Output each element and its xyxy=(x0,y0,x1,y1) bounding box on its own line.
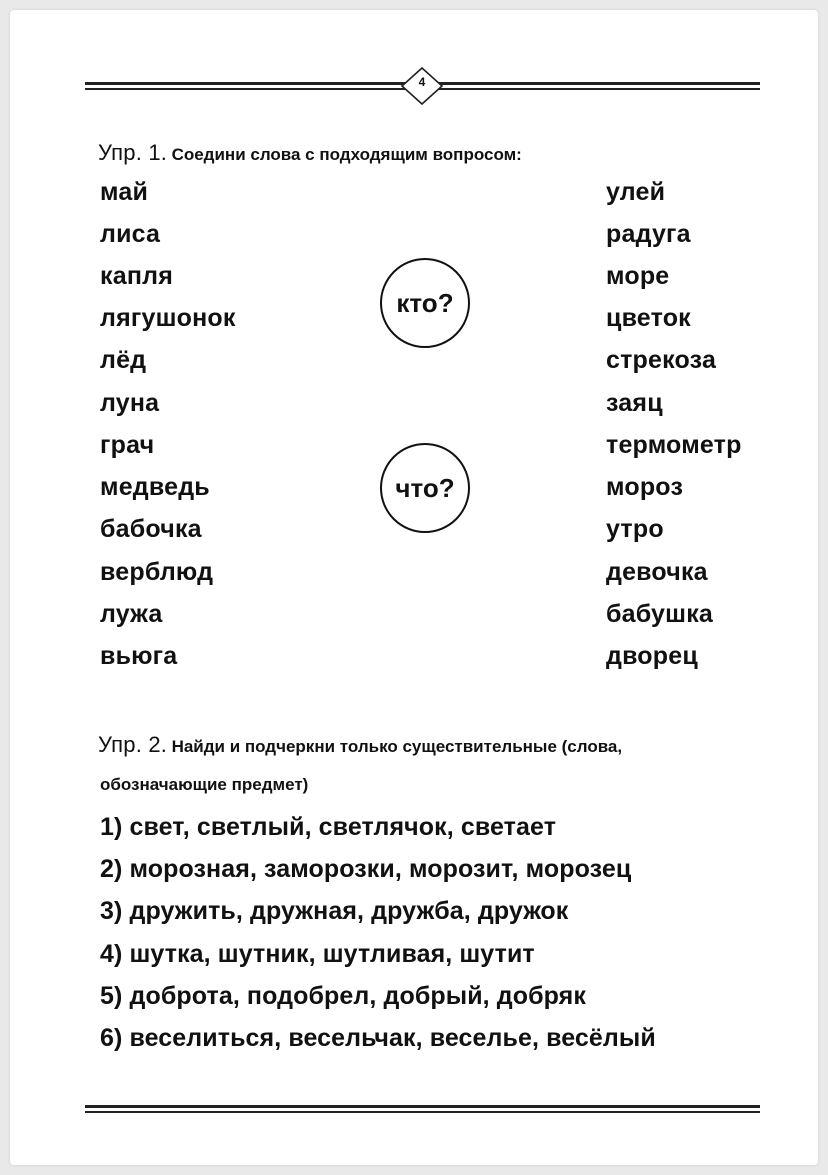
exercise-2-item: 6) веселиться, весельчак, веселье, весёлый xyxy=(100,1024,656,1052)
question-who: кто? xyxy=(396,287,454,318)
right-word: термометр xyxy=(606,431,742,459)
right-word: девочка xyxy=(606,558,708,586)
left-word: лужа xyxy=(100,600,163,628)
exercise-2-item: 1) свет, светлый, светлячок, светает xyxy=(100,813,557,841)
question-what: что? xyxy=(395,472,455,503)
exercise-2-task-continued: обозначающие предмет) xyxy=(100,775,309,794)
right-word: улей xyxy=(606,178,666,206)
exercise-1-label: Упр. 1. xyxy=(98,140,168,165)
exercise-2-item: 3) дружить, дружная, дружба, дружок xyxy=(100,897,569,925)
left-word: верблюд xyxy=(100,558,214,586)
right-word: бабушка xyxy=(606,600,714,628)
left-word: луна xyxy=(100,389,160,417)
left-word: лёд xyxy=(100,346,147,374)
left-word: лиса xyxy=(100,220,161,248)
right-word: заяц xyxy=(606,389,663,417)
right-word: радуга xyxy=(606,220,691,248)
exercise-2-task: Найди и подчеркни только существительные (слова, xyxy=(171,737,623,756)
page-number: 4 xyxy=(418,75,426,89)
left-word: бабочка xyxy=(100,515,202,543)
exercise-2-heading xyxy=(98,732,622,758)
exercise-2-label: Упр. 2. xyxy=(98,732,168,757)
exercise-2-item: 5) доброта, подобрел, добрый, добряк xyxy=(100,982,586,1010)
question-what-circle xyxy=(380,443,470,533)
right-word: стрекоза xyxy=(606,346,717,374)
left-word: вьюга xyxy=(100,642,178,670)
left-word: лягушонок xyxy=(100,304,236,332)
right-word: море xyxy=(606,262,670,290)
question-who-circle xyxy=(380,258,470,348)
right-word: утро xyxy=(606,515,664,543)
right-word: дворец xyxy=(606,642,698,670)
left-word: капля xyxy=(100,262,173,290)
exercise-2-item: 2) морозная, заморозки, морозит, морозец xyxy=(100,855,632,883)
right-word: мороз xyxy=(606,473,684,501)
exercise-1-task: Соедини слова с подходящим вопросом: xyxy=(171,145,522,164)
left-word: грач xyxy=(100,431,155,459)
exercise-1-heading xyxy=(98,140,522,166)
left-word: май xyxy=(100,178,149,206)
left-word: медведь xyxy=(100,473,210,501)
exercise-2-item: 4) шутка, шутник, шутливая, шутит xyxy=(100,940,535,968)
right-word: цветок xyxy=(606,304,691,332)
